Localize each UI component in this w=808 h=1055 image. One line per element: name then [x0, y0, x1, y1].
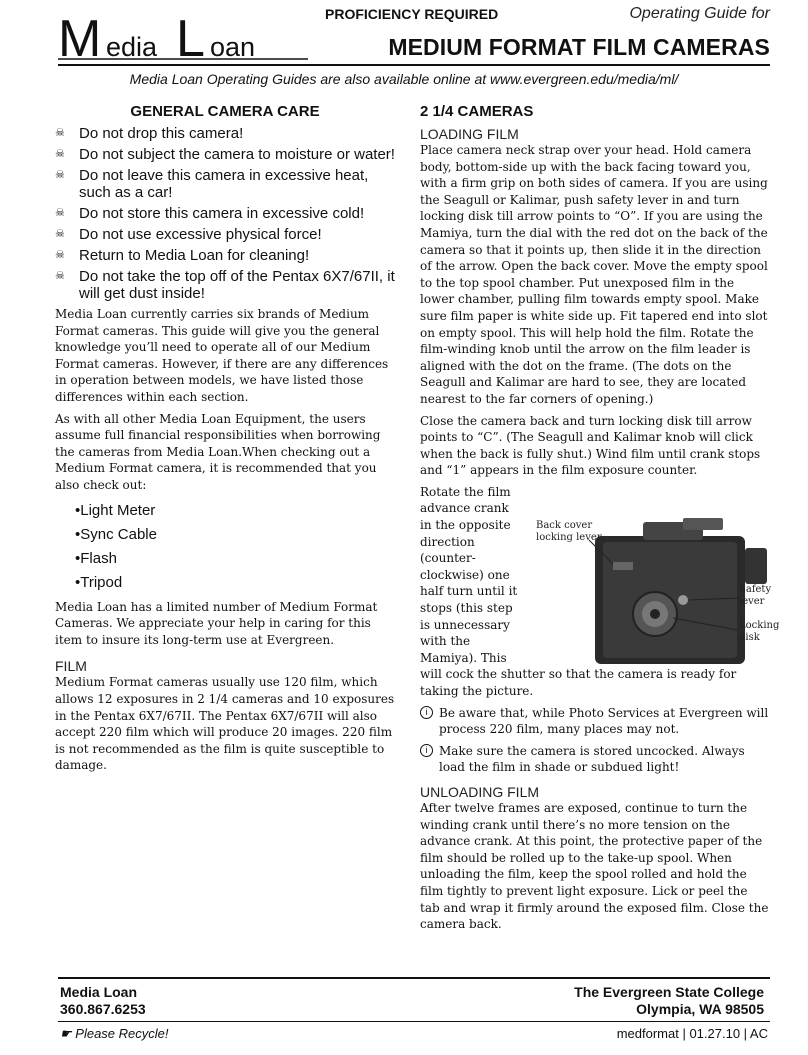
svg-text:M: M	[58, 10, 102, 63]
footer-rule	[58, 977, 770, 979]
film-paragraph: Medium Format cameras usually use 120 film, which allows 12 exposures in 2 1/4 cameras and 10 exposures in the Pentax 6X7/67II. The Pentax 6X7/67II will also accept 220 film which will produce 20 images. 220 film is not recommended as the film is quite susceptible to damage.	[55, 675, 395, 773]
unloading-paragraph: After twelve frames are exposed, continue to turn the winding crank until there’s no more tension on the advance crank. At this point, the protective paper of the film should be rolled up to the take-up spool. When unloading the film, keep the spool rolled and hold the film tightly to prevent light exposure. Lick or peel the tab and wrap it firmly around the exposed film. Close the camera back.	[420, 800, 769, 932]
unloading-heading: UNLOADING FILM	[420, 783, 540, 800]
care-item: ☠ Do not subject the camera to moisture or water!	[55, 146, 395, 163]
care-item: ☠ Do not store this camera in excessive cold!	[55, 205, 365, 222]
loading-paragraph: Place camera neck strap over your head. Hold camera body, bottom-side up with the back facing toward you, with a firm grip on both sides of camera. If you are using the Seagull or Kalimar, push safety lever in and turn locking disk till arrow points to “O”. If you are using the Mamiya, turn the dial with the red dot on the back of the camera so that it points up, then slide it in the direction of the arrow. Open the back cover. Move the empty spool to the top spool chamber. Put unexposed film in the lower chamber, pulling film towards empty spool. Make sure film paper is white side up. Fit tapered end into slot on empty spool. This will help hold the film. Rotate the film-winding knob until the arrow on the film leader is aligned with the dot on the frame. (The dots on the Seagull and Kalimar are hard to see, they are located nearest to the far corners of opening.)	[420, 143, 768, 406]
loading-heading: LOADING FILM	[420, 126, 519, 142]
crank-text: Rotate the film advance crank in the opposite direction (counter- clockwise) one half turn until it stops (this step is unnecessary with the Mamiya). This	[420, 484, 518, 665]
note-220-film: i Be aware that, while Photo Services at Evergreen will process 220 film, many places may not.	[420, 705, 770, 738]
responsibility-paragraph: As with all other Media Loan Equipment, the users assume full financial responsibilities when borrowing the cameras from Media Loan.When checking out a Medium Format camera, it is recommended that you also check out:	[55, 411, 381, 492]
checkout-item: •Flash	[75, 549, 117, 567]
checkout-item: •Light Meter	[75, 501, 156, 519]
footer-org: Media Loan	[60, 984, 138, 1000]
proficiency-label: PROFICIENCY REQUIRED	[325, 6, 499, 22]
care-heading: GENERAL CAMERA CARE	[130, 103, 320, 120]
skull-bullet-icon: ☠	[55, 207, 65, 219]
cameras-heading: 2 1/4 CAMERAS	[420, 103, 534, 120]
note-uncocked: i Make sure the camera is stored uncocked. Always load the film in shade or subdued light!	[420, 743, 770, 776]
pointing-hand-icon: ☛	[60, 1026, 72, 1041]
locking-disk-label: Locking disk	[739, 620, 780, 643]
recycle-note: ☛ Please Recycle!	[60, 1026, 169, 1041]
camera-back-figure	[533, 518, 783, 666]
footer-address	[574, 984, 764, 1018]
svg-text:oan: oan	[210, 32, 256, 62]
header-rule	[58, 64, 770, 66]
intro-paragraph: Media Loan currently carries six brands of Medium Format cameras. This guide will give you the general knowledge you’ll need to operate all of our Medium Format cameras. However, if there are any differences in operation between models, we have listed those differences within each section.	[55, 307, 389, 404]
svg-text:edia: edia	[106, 32, 158, 62]
footer-college: The Evergreen State College	[574, 984, 764, 1000]
care-item: ☠ Return to Media Loan for cleaning!	[55, 247, 310, 264]
footer-city: Olympia, WA 98505	[636, 1001, 764, 1017]
footer-contact	[60, 984, 146, 1018]
media-loan-logo	[58, 8, 308, 63]
footer-rule-thin	[58, 1021, 770, 1022]
guide-for-label: Operating Guide for	[629, 5, 770, 22]
care-item: ☠ Do not drop this camera!	[55, 125, 244, 142]
care-item: ☠ Do not take the top off of the Pentax 6X7/67II, it will get dust inside!	[55, 268, 395, 302]
crank-tail-paragraph: will cock the shutter so that the camera is ready for taking the picture.	[420, 667, 737, 698]
skull-bullet-icon: ☠	[55, 169, 65, 181]
care-item: ☠ Do not leave this camera in excessive heat, such as a car!	[55, 167, 369, 201]
skull-bullet-icon: ☠	[55, 228, 65, 240]
film-heading: FILM	[55, 658, 87, 675]
limited-paragraph: Media Loan has a limited number of Medium Format Cameras. We appreciate your help in caring for this item to insure its long-term use at Evergreen.	[55, 599, 378, 647]
skull-bullet-icon: ☠	[55, 127, 65, 139]
info-icon: i	[420, 744, 433, 757]
document-id: medformat | 01.27.10 | AC	[616, 1026, 768, 1041]
skull-bullet-icon: ☠	[55, 148, 65, 160]
online-note: Media Loan Operating Guides are also available online at www.evergreen.edu/media/ml/	[129, 71, 679, 87]
safety-lever-label: Safety lever	[739, 584, 772, 607]
checkout-item: •Tripod	[75, 573, 123, 591]
skull-bullet-icon: ☠	[55, 249, 65, 261]
info-icon: i	[420, 706, 433, 719]
page-title: MEDIUM FORMAT FILM CAMERAS	[388, 34, 770, 60]
checkout-list	[75, 499, 395, 595]
left-column	[55, 103, 395, 779]
back-cover-label: Back cover locking lever	[536, 520, 602, 543]
checkout-item: •Sync Cable	[75, 525, 157, 543]
care-list	[55, 125, 395, 302]
footer-phone: 360.867.6253	[60, 1001, 146, 1017]
close-back-paragraph: Close the camera back and turn locking disk till arrow points to “C”. (The Seagull and Kalimar knob will click when the back is fully shut.) Wind film until crank stops and “1” appears in the film exposure counter.	[420, 413, 761, 478]
skull-bullet-icon: ☠	[55, 270, 65, 282]
svg-text:L: L	[176, 10, 205, 63]
care-item: ☠ Do not use excessive physical force!	[55, 226, 322, 243]
